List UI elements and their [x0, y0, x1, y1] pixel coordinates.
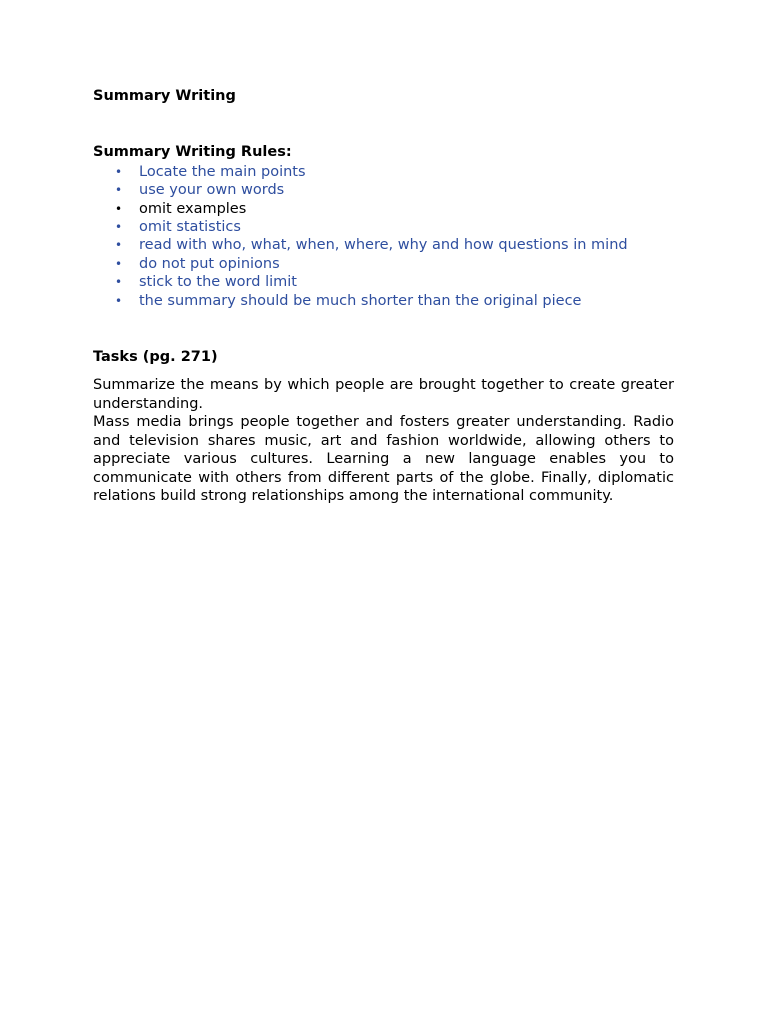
- rule-item: [93, 273, 674, 291]
- task-prompt: Summarize the means by which people are brought together to create greater understanding.: [93, 377, 674, 412]
- summary-answer: Mass media brings people together and fosters greater understanding. Radio and television shares music, art and fashion worldwide, allowing others to appreciate various cultures. Learning a new language enables you to communicate with others from different parts of the globe. Finally, diplomatic relations build strong relationships among the international community.: [93, 414, 674, 504]
- rule-text: use your own words: [139, 182, 285, 199]
- rules-list: [93, 163, 674, 310]
- rule-text: omit statistics: [139, 219, 241, 236]
- rule-text: Locate the main points: [139, 163, 306, 180]
- tasks-heading: Tasks (pg. 271): [93, 349, 218, 366]
- rule-item: [93, 163, 674, 181]
- rule-item: [93, 181, 674, 199]
- bullet-icon: •: [115, 183, 123, 198]
- bullet-icon: •: [115, 293, 123, 308]
- rule-item: [93, 236, 674, 254]
- bullet-icon: •: [115, 275, 123, 290]
- document-page: [93, 87, 674, 505]
- rule-text: omit examples: [139, 200, 247, 217]
- document-title: Summary Writing: [93, 88, 236, 104]
- bullet-icon: •: [115, 238, 123, 253]
- rule-item: [93, 218, 674, 236]
- rule-item: [93, 292, 674, 310]
- rule-text: do not put opinions: [139, 255, 280, 272]
- rule-item: [93, 200, 674, 218]
- bullet-icon: •: [115, 220, 123, 235]
- bullet-icon: •: [115, 201, 123, 216]
- rule-text: stick to the word limit: [139, 274, 297, 291]
- bullet-icon: •: [115, 164, 123, 179]
- rule-text: read with who, what, when, where, why and how questions in mind: [139, 237, 628, 254]
- rules-heading: Summary Writing Rules:: [93, 144, 292, 161]
- bullet-icon: •: [115, 256, 123, 271]
- rule-item: [93, 255, 674, 273]
- rule-text: the summary should be much shorter than the original piece: [139, 292, 582, 309]
